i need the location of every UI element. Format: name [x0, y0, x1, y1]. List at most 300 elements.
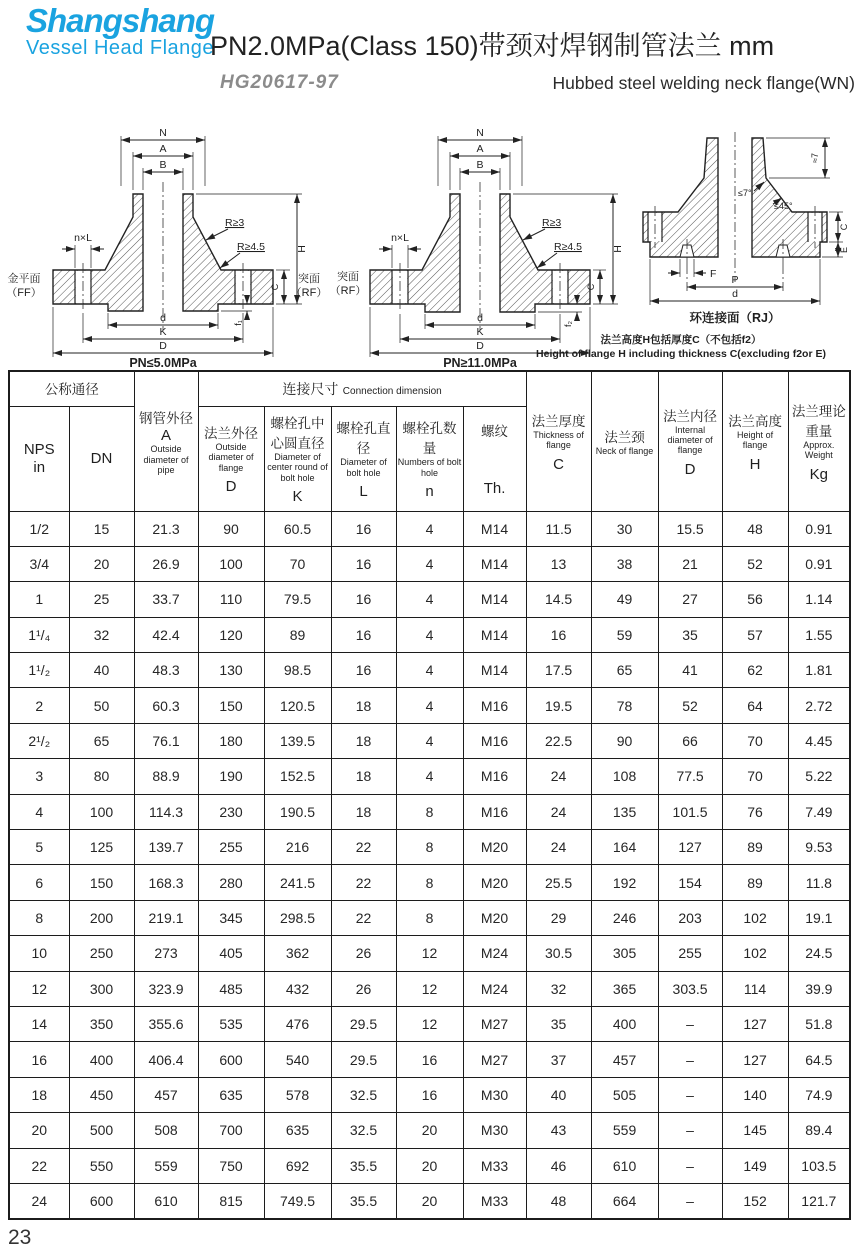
- table-cell: 3/4: [9, 546, 69, 581]
- table-row: [9, 653, 850, 688]
- table-cell: 100: [69, 794, 134, 829]
- standard-number: HG20617-97: [220, 72, 339, 93]
- dim-label-A: A: [476, 143, 484, 155]
- table-cell: 56: [722, 582, 788, 617]
- table-cell: 7.49: [788, 794, 850, 829]
- table-cell: –: [658, 1077, 722, 1112]
- table-cell: 76: [722, 794, 788, 829]
- dim-label-B: B: [476, 159, 484, 171]
- table-cell: 535: [198, 1006, 264, 1041]
- table-row: [9, 688, 850, 723]
- table-cell: M27: [463, 1042, 526, 1077]
- table-cell: 89: [264, 617, 331, 652]
- dim-label-D-outer: D: [159, 340, 167, 352]
- table-cell: 700: [198, 1113, 264, 1148]
- header-approx-weight: 法兰理论重量 Approx. Weight Kg: [788, 371, 850, 511]
- face-label-rf-en: （RF）: [290, 287, 328, 299]
- table-cell: 4: [396, 653, 463, 688]
- table-cell: 457: [134, 1077, 198, 1112]
- table-cell: M14: [463, 546, 526, 581]
- table-cell: 559: [134, 1148, 198, 1183]
- table-cell: 610: [134, 1183, 198, 1218]
- table-cell: 16: [396, 1042, 463, 1077]
- table-cell: 635: [264, 1113, 331, 1148]
- flange-height-note: [507, 334, 855, 361]
- table-cell: 59: [591, 617, 658, 652]
- table-cell: 32: [69, 617, 134, 652]
- table-cell: 241.5: [264, 865, 331, 900]
- table-cell: 24: [526, 830, 591, 865]
- caption-pn-high: PN≥11.0MPa: [443, 356, 517, 370]
- diagram-wn-flange-rf: [330, 122, 630, 370]
- table-cell: 19.1: [788, 900, 850, 935]
- table-cell: 25.5: [526, 865, 591, 900]
- table-cell: 600: [69, 1183, 134, 1218]
- header-flange-od: 法兰外径 Outside diameter of flange D: [198, 406, 264, 511]
- table-cell: 550: [69, 1148, 134, 1183]
- note-english: Height of flange H including thickness C(excluding f2or E): [536, 347, 826, 360]
- table-cell: 508: [134, 1113, 198, 1148]
- table-cell: 20: [396, 1113, 463, 1148]
- table-cell: 0.91: [788, 546, 850, 581]
- table-cell: 24: [526, 759, 591, 794]
- page-header: [0, 0, 857, 116]
- table-cell: 52: [658, 688, 722, 723]
- table-cell: 16: [331, 653, 396, 688]
- table-cell: 26.9: [134, 546, 198, 581]
- table-cell: 65: [69, 723, 134, 758]
- radius-label-r45: R≥4.5: [554, 241, 582, 253]
- dim-label-F: F: [710, 268, 717, 280]
- dim-label-P: P: [731, 274, 739, 286]
- table-cell: 48: [526, 1183, 591, 1218]
- brand-tagline: Vessel Head Flange: [26, 36, 215, 59]
- face-label-rf-cn: 突面: [337, 271, 359, 283]
- table-cell: 50: [69, 688, 134, 723]
- header-dn: DN: [69, 406, 134, 511]
- table-cell: 14: [9, 1006, 69, 1041]
- table-cell: –: [658, 1042, 722, 1077]
- dim-label-A: A: [159, 143, 167, 155]
- table-cell: 130: [198, 653, 264, 688]
- header-bolt-circle: 螺栓孔中心圆直径 Diameter of center round of bolt hole K: [264, 406, 331, 511]
- header-thread: 螺纹 Th.: [463, 406, 526, 511]
- table-cell: 323.9: [134, 971, 198, 1006]
- table-cell: 70: [264, 546, 331, 581]
- note-chinese: 法兰高度H包括厚度C（不包括f2）: [600, 334, 762, 346]
- header-bolt-hole-count: 螺栓孔数量 Numbers of bolt hole n: [396, 406, 463, 511]
- table-cell: 18: [331, 688, 396, 723]
- table-cell: 35.5: [331, 1148, 396, 1183]
- table-cell: 4: [396, 582, 463, 617]
- table-cell: 164: [591, 830, 658, 865]
- table-cell: 46: [526, 1148, 591, 1183]
- table-cell: 20: [396, 1183, 463, 1218]
- table-cell: 140: [722, 1077, 788, 1112]
- table-cell: 21.3: [134, 511, 198, 546]
- table-cell: –: [658, 1113, 722, 1148]
- table-cell: M16: [463, 723, 526, 758]
- table-cell: 190: [198, 759, 264, 794]
- table-cell: 355.6: [134, 1006, 198, 1041]
- dim-label-N: N: [159, 127, 167, 139]
- table-cell: 114.3: [134, 794, 198, 829]
- subtitle-english: Hubbed steel welding neck flange(WN): [552, 73, 855, 93]
- table-cell: M20: [463, 830, 526, 865]
- table-cell: 27: [658, 582, 722, 617]
- table-cell: 5: [9, 830, 69, 865]
- table-row: [9, 830, 850, 865]
- dim-label-K: K: [476, 326, 484, 338]
- table-row: [9, 617, 850, 652]
- table-cell: 12: [9, 971, 69, 1006]
- dim-label-approx7: ≈7: [810, 153, 820, 163]
- table-cell: 610: [591, 1148, 658, 1183]
- table-cell: 8: [396, 865, 463, 900]
- table-cell: 35: [658, 617, 722, 652]
- table-cell: 14.5: [526, 582, 591, 617]
- table-cell: 1.55: [788, 617, 850, 652]
- table-cell: 90: [198, 511, 264, 546]
- table-cell: 62: [722, 653, 788, 688]
- table-cell: 450: [69, 1077, 134, 1112]
- table-cell: 49: [591, 582, 658, 617]
- table-cell: 600: [198, 1042, 264, 1077]
- table-row: [9, 794, 850, 829]
- table-row: [9, 865, 850, 900]
- table-cell: 24: [9, 1183, 69, 1218]
- table-cell: 60.3: [134, 688, 198, 723]
- table-row: [9, 511, 850, 546]
- table-cell: 29.5: [331, 1042, 396, 1077]
- table-cell: 20: [69, 546, 134, 581]
- table-cell: 64.5: [788, 1042, 850, 1077]
- table-cell: 12: [396, 971, 463, 1006]
- table-cell: 255: [658, 936, 722, 971]
- table-cell: 749.5: [264, 1183, 331, 1218]
- table-cell: 168.3: [134, 865, 198, 900]
- table-cell: 22.5: [526, 723, 591, 758]
- table-cell: 180: [198, 723, 264, 758]
- table-cell: 24: [526, 794, 591, 829]
- dim-label-C: C: [839, 223, 849, 231]
- table-cell: 5.22: [788, 759, 850, 794]
- table-cell: 365: [591, 971, 658, 1006]
- table-cell: 300: [69, 971, 134, 1006]
- table-cell: 12: [396, 1006, 463, 1041]
- table-cell: 65: [591, 653, 658, 688]
- table-cell: 114: [722, 971, 788, 1006]
- table-cell: 4: [396, 759, 463, 794]
- table-cell: 18: [331, 794, 396, 829]
- table-cell: 345: [198, 900, 264, 935]
- table-cell: M30: [463, 1077, 526, 1112]
- table-cell: 273: [134, 936, 198, 971]
- table-cell: 29: [526, 900, 591, 935]
- table-cell: 30.5: [526, 936, 591, 971]
- table-cell: 250: [69, 936, 134, 971]
- table-cell: 280: [198, 865, 264, 900]
- table-cell: 200: [69, 900, 134, 935]
- table-cell: 22: [331, 865, 396, 900]
- table-cell: 246: [591, 900, 658, 935]
- header-internal-diameter: 法兰内径 Internal diameter of flange D: [658, 371, 722, 511]
- table-cell: 26: [331, 936, 396, 971]
- table-cell: 303.5: [658, 971, 722, 1006]
- table-cell: 102: [722, 936, 788, 971]
- header-connection-dimension: 连接尺寸 Connection dimension: [198, 371, 526, 406]
- table-cell: 18: [331, 723, 396, 758]
- table-cell: 16: [526, 617, 591, 652]
- face-label-ff-cn: 金平面: [7, 273, 41, 285]
- table-cell: 48.3: [134, 653, 198, 688]
- table-cell: 33.7: [134, 582, 198, 617]
- table-cell: 635: [198, 1077, 264, 1112]
- table-cell: 362: [264, 936, 331, 971]
- table-row: [9, 759, 850, 794]
- dim-label-f1: f₁: [233, 320, 243, 326]
- dim-label-N: N: [476, 127, 484, 139]
- table-cell: 4: [396, 546, 463, 581]
- table-cell: 89: [722, 865, 788, 900]
- table-cell: 66: [658, 723, 722, 758]
- table-cell: M33: [463, 1183, 526, 1218]
- table-cell: 154: [658, 865, 722, 900]
- table-cell: M14: [463, 582, 526, 617]
- header-nps: NPS in: [9, 406, 69, 511]
- table-cell: 88.9: [134, 759, 198, 794]
- dim-label-H: H: [296, 245, 308, 253]
- header-neck-of-flange: 法兰颈 Neck of flange: [591, 371, 658, 511]
- header-bolt-hole-diameter: 螺栓孔直径 Diameter of bolt hole L: [331, 406, 396, 511]
- table-cell: 77.5: [658, 759, 722, 794]
- table-cell: 80: [69, 759, 134, 794]
- table-cell: 150: [69, 865, 134, 900]
- table-cell: 64: [722, 688, 788, 723]
- table-cell: 559: [591, 1113, 658, 1148]
- table-cell: 0.91: [788, 511, 850, 546]
- diagram-wn-flange-ff: [0, 122, 330, 370]
- table-cell: 13: [526, 546, 591, 581]
- table-cell: 101.5: [658, 794, 722, 829]
- radius-label-r3: R≥3: [542, 217, 562, 229]
- table-cell: 20: [9, 1113, 69, 1148]
- table-cell: 16: [331, 546, 396, 581]
- table-cell: 108: [591, 759, 658, 794]
- table-cell: 1.81: [788, 653, 850, 688]
- table-cell: –: [658, 1148, 722, 1183]
- table-cell: 35: [526, 1006, 591, 1041]
- table-cell: 432: [264, 971, 331, 1006]
- header-nominal-diameter: 公称通径: [9, 371, 134, 406]
- table-cell: 750: [198, 1148, 264, 1183]
- table-cell: 135: [591, 794, 658, 829]
- table-cell: 89.4: [788, 1113, 850, 1148]
- dim-label-E: E: [839, 246, 849, 254]
- table-cell: 60.5: [264, 511, 331, 546]
- table-cell: 400: [591, 1006, 658, 1041]
- table-cell: 52: [722, 546, 788, 581]
- table-cell: 42.4: [134, 617, 198, 652]
- table-cell: 405: [198, 936, 264, 971]
- radius-label-r45: R≥4.5: [237, 241, 265, 253]
- table-cell: 540: [264, 1042, 331, 1077]
- table-cell: 127: [722, 1006, 788, 1041]
- table-cell: 100: [198, 546, 264, 581]
- table-cell: 149: [722, 1148, 788, 1183]
- table-cell: 1: [9, 582, 69, 617]
- table-cell: 70: [722, 723, 788, 758]
- table-row: [9, 546, 850, 581]
- flange-spec-table: [8, 370, 851, 1220]
- table-cell: M30: [463, 1113, 526, 1148]
- table-cell: 35.5: [331, 1183, 396, 1218]
- table-cell: 203: [658, 900, 722, 935]
- table-cell: 500: [69, 1113, 134, 1148]
- table-cell: 457: [591, 1042, 658, 1077]
- table-cell: 9.53: [788, 830, 850, 865]
- radius-label-r3: R≥3: [225, 217, 245, 229]
- table-cell: 476: [264, 1006, 331, 1041]
- table-cell: M27: [463, 1006, 526, 1041]
- table-row: [9, 723, 850, 758]
- table-cell: 32: [526, 971, 591, 1006]
- dim-label-d: d: [160, 312, 166, 324]
- table-cell: 18: [9, 1077, 69, 1112]
- table-cell: 4: [396, 688, 463, 723]
- table-cell: 41: [658, 653, 722, 688]
- table-cell: M24: [463, 971, 526, 1006]
- caption-rj: 环连接面（RJ）: [689, 311, 781, 325]
- table-cell: 120.5: [264, 688, 331, 723]
- table-cell: M33: [463, 1148, 526, 1183]
- table-cell: 127: [658, 830, 722, 865]
- table-cell: M20: [463, 865, 526, 900]
- table-cell: 4.45: [788, 723, 850, 758]
- brand-logo: [26, 4, 214, 60]
- angle-label-45deg: ≤45°: [774, 201, 793, 211]
- table-cell: 24.5: [788, 936, 850, 971]
- table-cell: 16: [396, 1077, 463, 1112]
- page-title: PN2.0MPa(Class 150)带颈对焊钢制管法兰 mm: [210, 31, 775, 61]
- table-cell: 815: [198, 1183, 264, 1218]
- table-row: [9, 936, 850, 971]
- dim-label-C: C: [586, 283, 596, 291]
- table-cell: 32.5: [331, 1113, 396, 1148]
- table-row: [9, 1042, 850, 1077]
- table-cell: 21: [658, 546, 722, 581]
- diagram-wn-flange-rj: [630, 130, 857, 330]
- angle-label-7deg: ≤7°: [738, 188, 752, 198]
- table-cell: 29.5: [331, 1006, 396, 1041]
- table-cell: M16: [463, 688, 526, 723]
- dim-label-D-outer: D: [476, 340, 484, 352]
- table-row: [9, 1183, 850, 1218]
- table-row: [9, 582, 850, 617]
- table-cell: 8: [396, 830, 463, 865]
- table-cell: 1/2: [9, 511, 69, 546]
- bolt-hole-label: n×L: [391, 232, 409, 244]
- table-cell: 230: [198, 794, 264, 829]
- table-cell: 20: [396, 1148, 463, 1183]
- table-cell: 48: [722, 511, 788, 546]
- table-cell: 2: [9, 688, 69, 723]
- table-cell: 216: [264, 830, 331, 865]
- table-cell: –: [658, 1183, 722, 1218]
- table-row: [9, 1077, 850, 1112]
- table-cell: 40: [69, 653, 134, 688]
- brand-name: Shangshang: [26, 2, 215, 39]
- table-cell: 8: [396, 900, 463, 935]
- table-cell: 74.9: [788, 1077, 850, 1112]
- table-cell: 219.1: [134, 900, 198, 935]
- table-row: [9, 900, 850, 935]
- table-row: [9, 971, 850, 1006]
- dim-label-B: B: [159, 159, 167, 171]
- table-cell: 150: [198, 688, 264, 723]
- table-cell: 4: [396, 617, 463, 652]
- spec-table-body: [9, 511, 850, 1219]
- table-cell: 190.5: [264, 794, 331, 829]
- table-cell: –: [658, 1006, 722, 1041]
- table-cell: 16: [331, 617, 396, 652]
- table-cell: 692: [264, 1148, 331, 1183]
- table-cell: 17.5: [526, 653, 591, 688]
- dim-label-d: d: [477, 312, 483, 324]
- bolt-hole-label: n×L: [74, 232, 92, 244]
- table-cell: 15.5: [658, 511, 722, 546]
- table-cell: M14: [463, 653, 526, 688]
- table-cell: 305: [591, 936, 658, 971]
- table-cell: 18: [331, 759, 396, 794]
- header-flange-thickness: 法兰厚度 Thickness of flange C: [526, 371, 591, 511]
- table-cell: 51.8: [788, 1006, 850, 1041]
- table-cell: 1.14: [788, 582, 850, 617]
- table-cell: 121.7: [788, 1183, 850, 1218]
- table-cell: 152.5: [264, 759, 331, 794]
- table-cell: 4: [396, 723, 463, 758]
- face-label-rf-cn: 突面: [298, 273, 320, 285]
- table-cell: 70: [722, 759, 788, 794]
- table-cell: M16: [463, 794, 526, 829]
- table-cell: M14: [463, 511, 526, 546]
- table-cell: 19.5: [526, 688, 591, 723]
- table-cell: 102: [722, 900, 788, 935]
- header-pipe-od: 钢管外径 A Outside diameter of pipe: [134, 371, 198, 511]
- dim-label-d: d: [732, 288, 738, 300]
- table-cell: 22: [331, 830, 396, 865]
- table-cell: 78: [591, 688, 658, 723]
- table-cell: 22: [9, 1148, 69, 1183]
- table-cell: 8: [9, 900, 69, 935]
- table-cell: 98.5: [264, 653, 331, 688]
- table-cell: 10: [9, 936, 69, 971]
- table-cell: M24: [463, 936, 526, 971]
- table-cell: 406.4: [134, 1042, 198, 1077]
- table-cell: 4: [9, 794, 69, 829]
- table-row: [9, 1113, 850, 1148]
- table-cell: 350: [69, 1006, 134, 1041]
- dim-label-f2: f₂: [563, 321, 573, 327]
- table-cell: 39.9: [788, 971, 850, 1006]
- caption-pn-low: PN≤5.0MPa: [129, 356, 197, 370]
- table-cell: 139.7: [134, 830, 198, 865]
- header-flange-height: 法兰高度 Height of flange H: [722, 371, 788, 511]
- table-cell: 30: [591, 511, 658, 546]
- table-cell: 32.5: [331, 1077, 396, 1112]
- diagram-strip: [0, 116, 857, 370]
- table-cell: 485: [198, 971, 264, 1006]
